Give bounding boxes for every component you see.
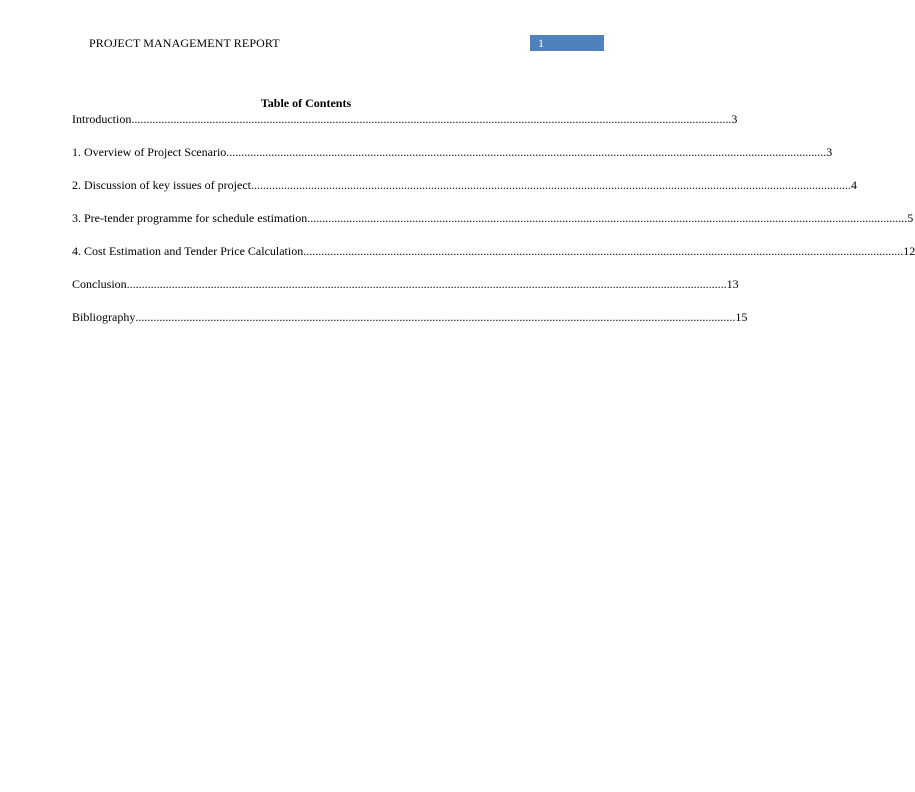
toc-entry-page: 5 <box>907 211 914 225</box>
toc-entry-page: 3 <box>826 145 833 159</box>
toc-entry-page: 3 <box>731 112 738 126</box>
toc-leader-dots: ........................................................................................................................................................................................................ <box>250 178 851 192</box>
toc-entry-label: 3. Pre-tender programme for schedule estimation <box>72 211 308 225</box>
toc-entry-page: 12 <box>903 244 915 258</box>
toc-entry-page: 13 <box>726 277 739 291</box>
toc-entry-label: Conclusion <box>72 277 127 291</box>
toc-entry-label: 4. Cost Estimation and Tender Price Calculation <box>72 244 304 258</box>
toc-entry-key-issues[interactable] <box>72 178 857 192</box>
toc-entry-label: 2. Discussion of key issues of project <box>72 178 251 192</box>
page-number: 1 <box>538 36 544 50</box>
running-header-title: PROJECT MANAGEMENT REPORT <box>89 36 280 50</box>
toc-leader-dots: ........................................................................................................................................................................................................ <box>303 244 904 258</box>
toc-entry-overview[interactable] <box>72 145 833 159</box>
toc-leader-dots: ........................................................................................................................................................................................................ <box>135 310 736 324</box>
toc-heading: Table of Contents <box>260 96 352 110</box>
page-number-badge <box>530 35 604 51</box>
toc-leader-dots: ........................................................................................................................................................................................................ <box>126 277 727 291</box>
table-of-contents <box>72 112 915 343</box>
toc-entry-bibliography[interactable] <box>72 310 748 324</box>
toc-entry-conclusion[interactable] <box>72 277 739 291</box>
toc-leader-dots: ........................................................................................................................................................................................................ <box>307 211 908 225</box>
toc-entry-cost-estimation[interactable] <box>72 244 915 258</box>
toc-leader-dots: ........................................................................................................................................................................................................ <box>226 145 827 159</box>
toc-entry-introduction[interactable] <box>72 112 738 126</box>
toc-entry-pre-tender[interactable] <box>72 211 914 225</box>
toc-entry-page: 15 <box>735 310 748 324</box>
toc-leader-dots: ........................................................................................................................................................................................................ <box>131 112 732 126</box>
toc-entry-label: 1. Overview of Project Scenario <box>72 145 227 159</box>
toc-entry-page: 4 <box>850 178 857 192</box>
toc-entry-label: Bibliography <box>72 310 136 324</box>
toc-entry-label: Introduction <box>72 112 132 126</box>
